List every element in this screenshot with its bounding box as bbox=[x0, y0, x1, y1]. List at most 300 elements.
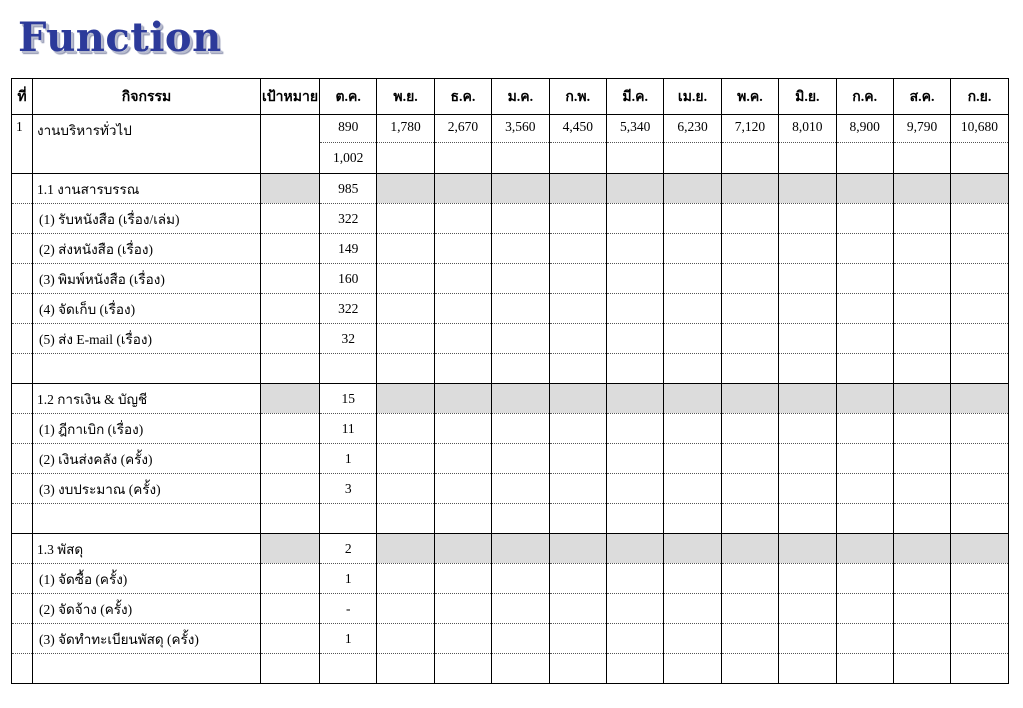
empty-cell bbox=[721, 504, 778, 534]
month-value bbox=[492, 234, 549, 264]
month-value bbox=[492, 474, 549, 504]
month-value bbox=[951, 264, 1008, 294]
month-value bbox=[893, 294, 950, 324]
row-number bbox=[12, 324, 33, 354]
empty-cell bbox=[721, 354, 778, 384]
empty-cell bbox=[893, 654, 950, 684]
empty-cell bbox=[951, 354, 1008, 384]
month-value bbox=[492, 444, 549, 474]
month-value bbox=[836, 264, 893, 294]
month-value bbox=[549, 234, 606, 264]
month-value bbox=[836, 564, 893, 594]
month-value bbox=[377, 444, 434, 474]
empty-cell bbox=[434, 354, 491, 384]
empty-cell bbox=[434, 654, 491, 684]
table-row bbox=[12, 564, 1009, 594]
header-month: พ.ค. bbox=[721, 79, 778, 115]
header-month: มิ.ย. bbox=[779, 79, 836, 115]
month-value bbox=[951, 444, 1008, 474]
month-value bbox=[606, 534, 663, 564]
month-value: 1 bbox=[320, 444, 377, 474]
month-value bbox=[434, 324, 491, 354]
target-cell bbox=[261, 294, 320, 324]
month-value bbox=[893, 264, 950, 294]
month-value: 3,560 bbox=[492, 115, 549, 143]
empty-cell bbox=[261, 504, 320, 534]
month-value bbox=[549, 624, 606, 654]
header-month: ก.ค. bbox=[836, 79, 893, 115]
empty-cell bbox=[836, 504, 893, 534]
item-label: (2) จัดจ้าง (ครั้ง) bbox=[33, 594, 261, 624]
header-activity: กิจกรรม bbox=[33, 79, 261, 115]
section-row bbox=[12, 174, 1009, 204]
item-label: (1) รับหนังสือ (เรื่อง/เล่ม) bbox=[33, 204, 261, 234]
month-value bbox=[779, 174, 836, 204]
month-value bbox=[951, 204, 1008, 234]
month-value bbox=[664, 264, 721, 294]
target-cell bbox=[261, 534, 320, 564]
month-value bbox=[434, 204, 491, 234]
month-value bbox=[492, 294, 549, 324]
month-value bbox=[951, 534, 1008, 564]
month-value bbox=[549, 564, 606, 594]
month-value bbox=[893, 384, 950, 414]
month-value bbox=[836, 594, 893, 624]
month-value bbox=[836, 414, 893, 444]
activity-label bbox=[33, 143, 261, 174]
month-value bbox=[951, 174, 1008, 204]
month-value bbox=[951, 594, 1008, 624]
month-value bbox=[721, 474, 778, 504]
empty-cell bbox=[492, 354, 549, 384]
month-value: 5,340 bbox=[606, 115, 663, 143]
table-row bbox=[12, 594, 1009, 624]
month-value bbox=[893, 534, 950, 564]
month-value bbox=[492, 534, 549, 564]
target-cell bbox=[261, 444, 320, 474]
empty-cell bbox=[33, 504, 261, 534]
month-value bbox=[606, 264, 663, 294]
empty-cell bbox=[320, 504, 377, 534]
item-label: (2) เงินส่งคลัง (ครั้ง) bbox=[33, 444, 261, 474]
month-value bbox=[779, 143, 836, 174]
empty-cell bbox=[664, 354, 721, 384]
month-value bbox=[721, 444, 778, 474]
month-value bbox=[549, 474, 606, 504]
month-value bbox=[377, 294, 434, 324]
header-month: ส.ค. bbox=[893, 79, 950, 115]
month-value bbox=[893, 624, 950, 654]
month-value bbox=[492, 324, 549, 354]
empty-cell bbox=[12, 354, 33, 384]
month-value: 7,120 bbox=[721, 115, 778, 143]
month-value bbox=[664, 324, 721, 354]
month-value bbox=[779, 414, 836, 444]
month-value bbox=[893, 564, 950, 594]
month-value bbox=[893, 474, 950, 504]
month-value bbox=[492, 384, 549, 414]
month-value bbox=[492, 564, 549, 594]
target-cell bbox=[261, 624, 320, 654]
empty-cell bbox=[377, 504, 434, 534]
empty-cell bbox=[779, 654, 836, 684]
table-row bbox=[12, 115, 1009, 143]
item-label: (2) ส่งหนังสือ (เรื่อง) bbox=[33, 234, 261, 264]
month-value bbox=[606, 474, 663, 504]
month-value bbox=[377, 624, 434, 654]
empty-cell bbox=[320, 354, 377, 384]
month-value bbox=[549, 174, 606, 204]
row-number bbox=[12, 294, 33, 324]
month-value bbox=[779, 264, 836, 294]
month-value bbox=[664, 534, 721, 564]
month-value bbox=[434, 234, 491, 264]
month-value bbox=[664, 624, 721, 654]
item-label: (3) งบประมาณ (ครั้ง) bbox=[33, 474, 261, 504]
empty-cell bbox=[893, 504, 950, 534]
empty-cell bbox=[606, 654, 663, 684]
month-value bbox=[606, 594, 663, 624]
month-value bbox=[951, 624, 1008, 654]
table-row bbox=[12, 324, 1009, 354]
empty-cell bbox=[492, 504, 549, 534]
month-value bbox=[606, 204, 663, 234]
target-cell bbox=[261, 174, 320, 204]
month-value bbox=[836, 294, 893, 324]
month-value bbox=[377, 234, 434, 264]
row-number bbox=[12, 624, 33, 654]
target-cell bbox=[261, 564, 320, 594]
month-value bbox=[434, 594, 491, 624]
month-value bbox=[893, 174, 950, 204]
month-value bbox=[721, 534, 778, 564]
month-value: 2,670 bbox=[434, 115, 491, 143]
month-value bbox=[606, 564, 663, 594]
month-value bbox=[606, 384, 663, 414]
month-value bbox=[779, 234, 836, 264]
month-value bbox=[434, 444, 491, 474]
month-value bbox=[836, 624, 893, 654]
empty-cell bbox=[836, 654, 893, 684]
month-value bbox=[779, 204, 836, 234]
month-value bbox=[377, 384, 434, 414]
month-value bbox=[721, 384, 778, 414]
month-value bbox=[492, 414, 549, 444]
empty-cell bbox=[779, 504, 836, 534]
month-value: 10,680 bbox=[951, 115, 1008, 143]
month-value bbox=[377, 594, 434, 624]
month-value bbox=[377, 534, 434, 564]
header-target: เป้าหมาย bbox=[261, 79, 320, 115]
month-value: 1 bbox=[320, 564, 377, 594]
empty-cell bbox=[377, 354, 434, 384]
month-value bbox=[434, 534, 491, 564]
month-value: 149 bbox=[320, 234, 377, 264]
row-number bbox=[12, 414, 33, 444]
section-row bbox=[12, 534, 1009, 564]
month-value bbox=[836, 474, 893, 504]
month-value bbox=[721, 414, 778, 444]
month-value bbox=[434, 414, 491, 444]
month-value bbox=[434, 624, 491, 654]
row-number bbox=[12, 234, 33, 264]
empty-cell bbox=[33, 654, 261, 684]
month-value bbox=[549, 204, 606, 234]
month-value bbox=[779, 444, 836, 474]
month-value bbox=[606, 294, 663, 324]
month-value bbox=[893, 444, 950, 474]
month-value: 1 bbox=[320, 624, 377, 654]
month-value bbox=[606, 444, 663, 474]
month-value: 9,790 bbox=[893, 115, 950, 143]
month-value bbox=[549, 594, 606, 624]
month-value bbox=[549, 264, 606, 294]
month-value bbox=[836, 324, 893, 354]
month-value: 6,230 bbox=[664, 115, 721, 143]
month-value bbox=[893, 594, 950, 624]
month-value bbox=[377, 204, 434, 234]
month-value bbox=[721, 143, 778, 174]
month-value bbox=[664, 234, 721, 264]
empty-cell bbox=[549, 354, 606, 384]
header-month: พ.ย. bbox=[377, 79, 434, 115]
month-value bbox=[606, 624, 663, 654]
target-cell bbox=[261, 115, 320, 143]
month-value bbox=[664, 594, 721, 624]
empty-cell bbox=[549, 654, 606, 684]
month-value bbox=[779, 474, 836, 504]
month-value bbox=[779, 534, 836, 564]
month-value bbox=[721, 234, 778, 264]
activity-label: งานบริหารทั่วไป bbox=[33, 115, 261, 143]
month-value bbox=[951, 234, 1008, 264]
month-value bbox=[836, 534, 893, 564]
header-month: เม.ย. bbox=[664, 79, 721, 115]
item-label: (1) ฎีกาเบิก (เรื่อง) bbox=[33, 414, 261, 444]
table-row bbox=[12, 624, 1009, 654]
month-value bbox=[836, 174, 893, 204]
month-value bbox=[664, 294, 721, 324]
month-value bbox=[779, 384, 836, 414]
month-value bbox=[377, 174, 434, 204]
month-value bbox=[721, 564, 778, 594]
empty-cell bbox=[836, 354, 893, 384]
month-value bbox=[951, 294, 1008, 324]
month-value bbox=[606, 143, 663, 174]
target-cell bbox=[261, 414, 320, 444]
header-no: ที่ bbox=[12, 79, 33, 115]
target-cell bbox=[261, 384, 320, 414]
month-value bbox=[664, 143, 721, 174]
month-value: 1,780 bbox=[377, 115, 434, 143]
month-value bbox=[434, 564, 491, 594]
month-value bbox=[606, 324, 663, 354]
empty-cell bbox=[721, 654, 778, 684]
table-row bbox=[12, 474, 1009, 504]
table-row bbox=[12, 294, 1009, 324]
header-month: ธ.ค. bbox=[434, 79, 491, 115]
empty-cell bbox=[12, 504, 33, 534]
month-value bbox=[664, 204, 721, 234]
empty-cell bbox=[779, 354, 836, 384]
empty-cell bbox=[261, 354, 320, 384]
item-label: (4) จัดเก็บ (เรื่อง) bbox=[33, 294, 261, 324]
month-value: 4,450 bbox=[549, 115, 606, 143]
month-value: 11 bbox=[320, 414, 377, 444]
empty-cell bbox=[33, 354, 261, 384]
empty-cell bbox=[492, 654, 549, 684]
item-label: (3) พิมพ์หนังสือ (เรื่อง) bbox=[33, 264, 261, 294]
month-value bbox=[492, 264, 549, 294]
section-label: 1.1 งานสารบรรณ bbox=[33, 174, 261, 204]
month-value: 8,010 bbox=[779, 115, 836, 143]
empty-cell bbox=[951, 504, 1008, 534]
month-value: - bbox=[320, 594, 377, 624]
section-row bbox=[12, 384, 1009, 414]
empty-cell bbox=[893, 354, 950, 384]
row-number bbox=[12, 264, 33, 294]
empty-cell bbox=[549, 504, 606, 534]
item-label: (1) จัดซื้อ (ครั้ง) bbox=[33, 564, 261, 594]
month-value bbox=[893, 143, 950, 174]
month-value bbox=[951, 143, 1008, 174]
target-cell bbox=[261, 204, 320, 234]
month-value bbox=[664, 444, 721, 474]
month-value bbox=[836, 204, 893, 234]
month-value bbox=[951, 414, 1008, 444]
empty-cell bbox=[12, 654, 33, 684]
empty-cell bbox=[664, 504, 721, 534]
month-value bbox=[377, 474, 434, 504]
row-number: 1 bbox=[12, 115, 33, 143]
month-value bbox=[721, 174, 778, 204]
month-value bbox=[664, 474, 721, 504]
month-value: 1,002 bbox=[320, 143, 377, 174]
table-row bbox=[12, 414, 1009, 444]
month-value bbox=[434, 264, 491, 294]
month-value bbox=[779, 594, 836, 624]
month-value bbox=[664, 414, 721, 444]
month-value bbox=[836, 234, 893, 264]
month-value: 8,900 bbox=[836, 115, 893, 143]
blank-row bbox=[12, 654, 1009, 684]
month-value bbox=[549, 414, 606, 444]
item-label: (5) ส่ง E-mail (เรื่อง) bbox=[33, 324, 261, 354]
target-cell bbox=[261, 324, 320, 354]
month-value bbox=[893, 204, 950, 234]
month-value bbox=[492, 174, 549, 204]
month-value bbox=[434, 174, 491, 204]
empty-cell bbox=[377, 654, 434, 684]
month-value bbox=[549, 143, 606, 174]
month-value: 985 bbox=[320, 174, 377, 204]
month-value bbox=[951, 564, 1008, 594]
month-value bbox=[377, 414, 434, 444]
month-value bbox=[836, 384, 893, 414]
row-number bbox=[12, 444, 33, 474]
month-value bbox=[779, 294, 836, 324]
row-number bbox=[12, 474, 33, 504]
section-label: 1.2 การเงิน & บัญชี bbox=[33, 384, 261, 414]
month-value bbox=[664, 384, 721, 414]
month-value: 15 bbox=[320, 384, 377, 414]
header-month: ก.ย. bbox=[951, 79, 1008, 115]
header-month: ต.ค. bbox=[320, 79, 377, 115]
row-number bbox=[12, 174, 33, 204]
table-row bbox=[12, 264, 1009, 294]
row-number bbox=[12, 384, 33, 414]
month-value bbox=[549, 384, 606, 414]
month-value bbox=[377, 324, 434, 354]
table-body bbox=[12, 115, 1009, 684]
month-value bbox=[606, 414, 663, 444]
month-value bbox=[721, 264, 778, 294]
month-value bbox=[606, 174, 663, 204]
target-cell bbox=[261, 264, 320, 294]
target-cell bbox=[261, 474, 320, 504]
row-number bbox=[12, 204, 33, 234]
month-value bbox=[434, 294, 491, 324]
month-value: 32 bbox=[320, 324, 377, 354]
month-value: 2 bbox=[320, 534, 377, 564]
month-value: 3 bbox=[320, 474, 377, 504]
header-month: มี.ค. bbox=[606, 79, 663, 115]
table-row bbox=[12, 444, 1009, 474]
empty-cell bbox=[606, 354, 663, 384]
month-value bbox=[721, 624, 778, 654]
month-value: 322 bbox=[320, 294, 377, 324]
target-cell bbox=[261, 234, 320, 264]
page-title: Function bbox=[18, 14, 222, 61]
item-label: (3) จัดทำทะเบียนพัสดุ (ครั้ง) bbox=[33, 624, 261, 654]
month-value bbox=[664, 174, 721, 204]
month-value bbox=[779, 624, 836, 654]
month-value bbox=[492, 594, 549, 624]
month-value: 160 bbox=[320, 264, 377, 294]
blank-row bbox=[12, 504, 1009, 534]
month-value bbox=[721, 294, 778, 324]
empty-cell bbox=[261, 654, 320, 684]
empty-cell bbox=[320, 654, 377, 684]
header-month: ม.ค. bbox=[492, 79, 549, 115]
month-value bbox=[664, 564, 721, 594]
header-month: ก.พ. bbox=[549, 79, 606, 115]
blank-row bbox=[12, 354, 1009, 384]
month-value bbox=[492, 624, 549, 654]
table-row bbox=[12, 143, 1009, 174]
month-value bbox=[549, 534, 606, 564]
month-value bbox=[779, 564, 836, 594]
function-table bbox=[11, 78, 1009, 684]
month-value bbox=[951, 324, 1008, 354]
month-value bbox=[606, 234, 663, 264]
header-row bbox=[12, 79, 1009, 115]
month-value bbox=[721, 594, 778, 624]
month-value: 322 bbox=[320, 204, 377, 234]
month-value bbox=[377, 143, 434, 174]
month-value bbox=[549, 294, 606, 324]
empty-cell bbox=[951, 654, 1008, 684]
month-value bbox=[836, 444, 893, 474]
month-value: 890 bbox=[320, 115, 377, 143]
month-value bbox=[434, 474, 491, 504]
month-value bbox=[721, 324, 778, 354]
month-value bbox=[549, 324, 606, 354]
empty-cell bbox=[606, 504, 663, 534]
section-label: 1.3 พัสดุ bbox=[33, 534, 261, 564]
row-number bbox=[12, 143, 33, 174]
target-cell bbox=[261, 594, 320, 624]
